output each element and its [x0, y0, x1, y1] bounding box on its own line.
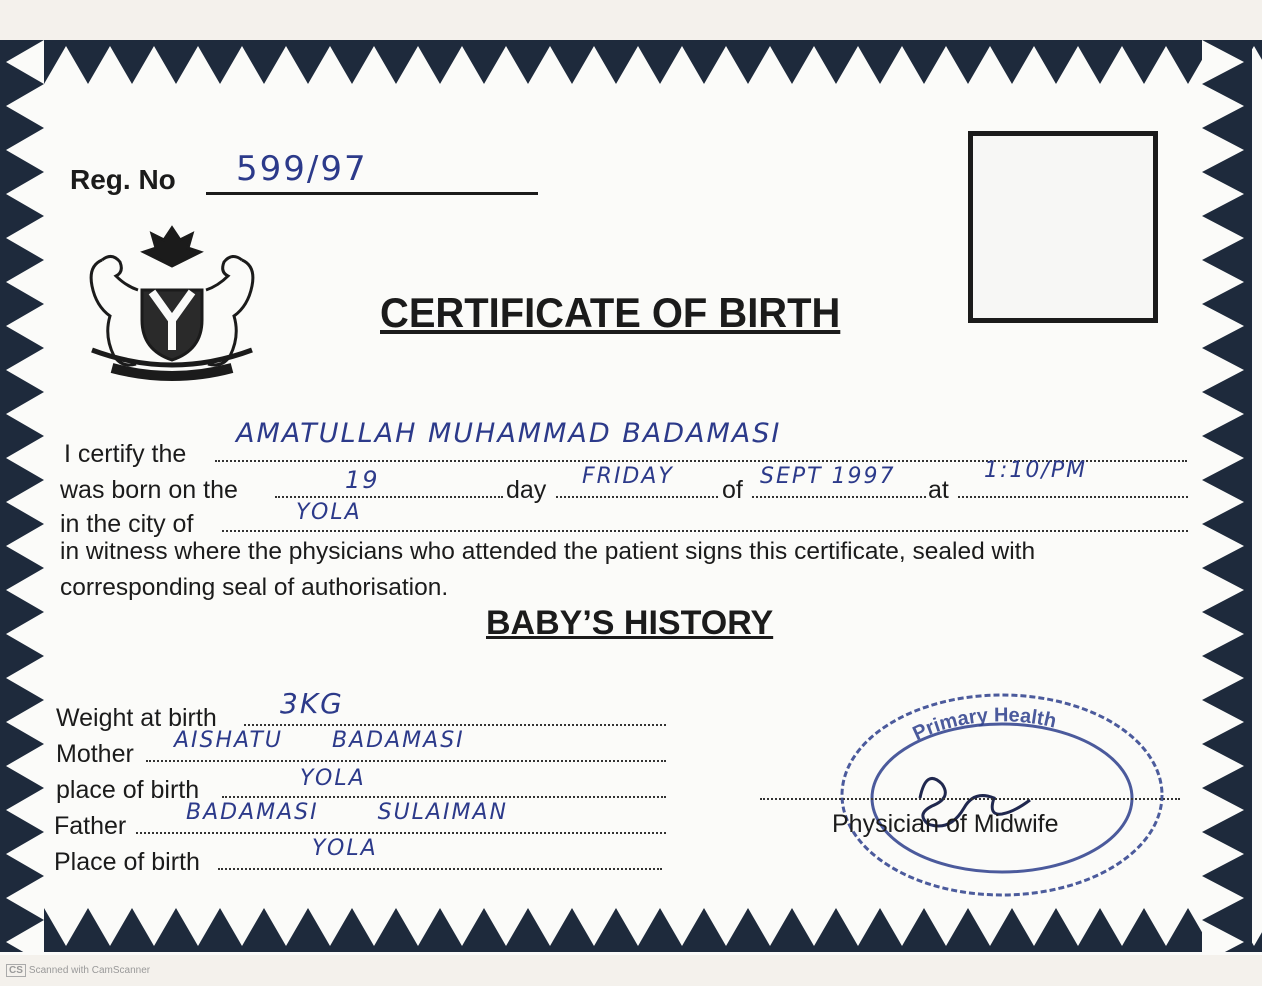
- day-label: day: [506, 476, 547, 504]
- svg-text:Primary Health: [909, 704, 1058, 745]
- bottom-border-pattern: [0, 908, 1262, 952]
- birth-weight: 3KG: [280, 687, 344, 720]
- mother-place-label: place of birth: [56, 776, 200, 804]
- certify-label: I certify the: [64, 440, 187, 468]
- born-label: was born on the: [60, 476, 238, 504]
- signature-dots: [760, 798, 1180, 800]
- weight-label: Weight at birth: [56, 704, 217, 732]
- father-name: BADAMASI SULAIMAN: [186, 800, 508, 825]
- birth-day-number: 19: [345, 466, 380, 494]
- reg-no-label: Reg. No: [70, 164, 176, 195]
- stamp-text: Primary Health: [909, 704, 1059, 746]
- official-stamp: [830, 680, 1175, 900]
- certificate-sheet: [0, 40, 1262, 955]
- father-dots: [136, 832, 666, 834]
- witness-text-line1: in witness where the physicians who attended the patient signs this certificate, sealed with: [60, 538, 1036, 565]
- birth-month-year: SEPT 1997: [760, 464, 896, 489]
- baby-history-heading: BABY’S HISTORY: [486, 604, 774, 642]
- mother-place-dots: [222, 796, 666, 798]
- father-place-dots: [218, 868, 662, 870]
- reg-no-value: 599/97: [236, 149, 368, 189]
- weight-dots: [244, 724, 666, 726]
- birth-time: 1:10/PM: [984, 458, 1088, 483]
- city-dots: [222, 530, 1188, 532]
- time-dots: [958, 496, 1188, 498]
- city-label: in the city of: [60, 510, 194, 538]
- camscanner-badge: CS: [6, 964, 26, 977]
- camscanner-watermark: [6, 964, 150, 977]
- birth-city: YOLA: [296, 500, 362, 525]
- camscanner-text: Scanned with CamScanner: [28, 965, 151, 976]
- father-place-of-birth: YOLA: [312, 836, 378, 861]
- born-day-dots: [275, 496, 503, 498]
- of-label: of: [722, 476, 743, 504]
- at-label: at: [928, 476, 949, 504]
- mother-place-of-birth: YOLA: [300, 766, 366, 791]
- mother-label: Mother: [56, 740, 134, 768]
- coat-of-arms-emblem: [72, 220, 272, 385]
- right-border-pattern: [1202, 40, 1252, 952]
- mother-name: AISHATU BADAMASI: [174, 728, 465, 753]
- photo-box: [968, 131, 1158, 323]
- top-border-pattern: [0, 40, 1262, 84]
- physician-label: Physician of Midwife: [832, 810, 1059, 838]
- month-dots: [752, 496, 926, 498]
- father-place-label: Place of birth: [54, 848, 200, 876]
- child-name: AMATULLAH MUHAMMAD BADAMASI: [236, 418, 782, 449]
- birth-weekday: FRIDAY: [582, 464, 674, 489]
- witness-text-line2: corresponding seal of authorisation.: [60, 574, 449, 601]
- father-label: Father: [54, 812, 127, 840]
- mother-dots: [146, 760, 666, 762]
- weekday-dots: [556, 496, 718, 498]
- certificate-title: CERTIFICATE OF BIRTH: [380, 289, 841, 336]
- left-border-pattern: [0, 40, 44, 952]
- reg-no-underline: [206, 192, 538, 195]
